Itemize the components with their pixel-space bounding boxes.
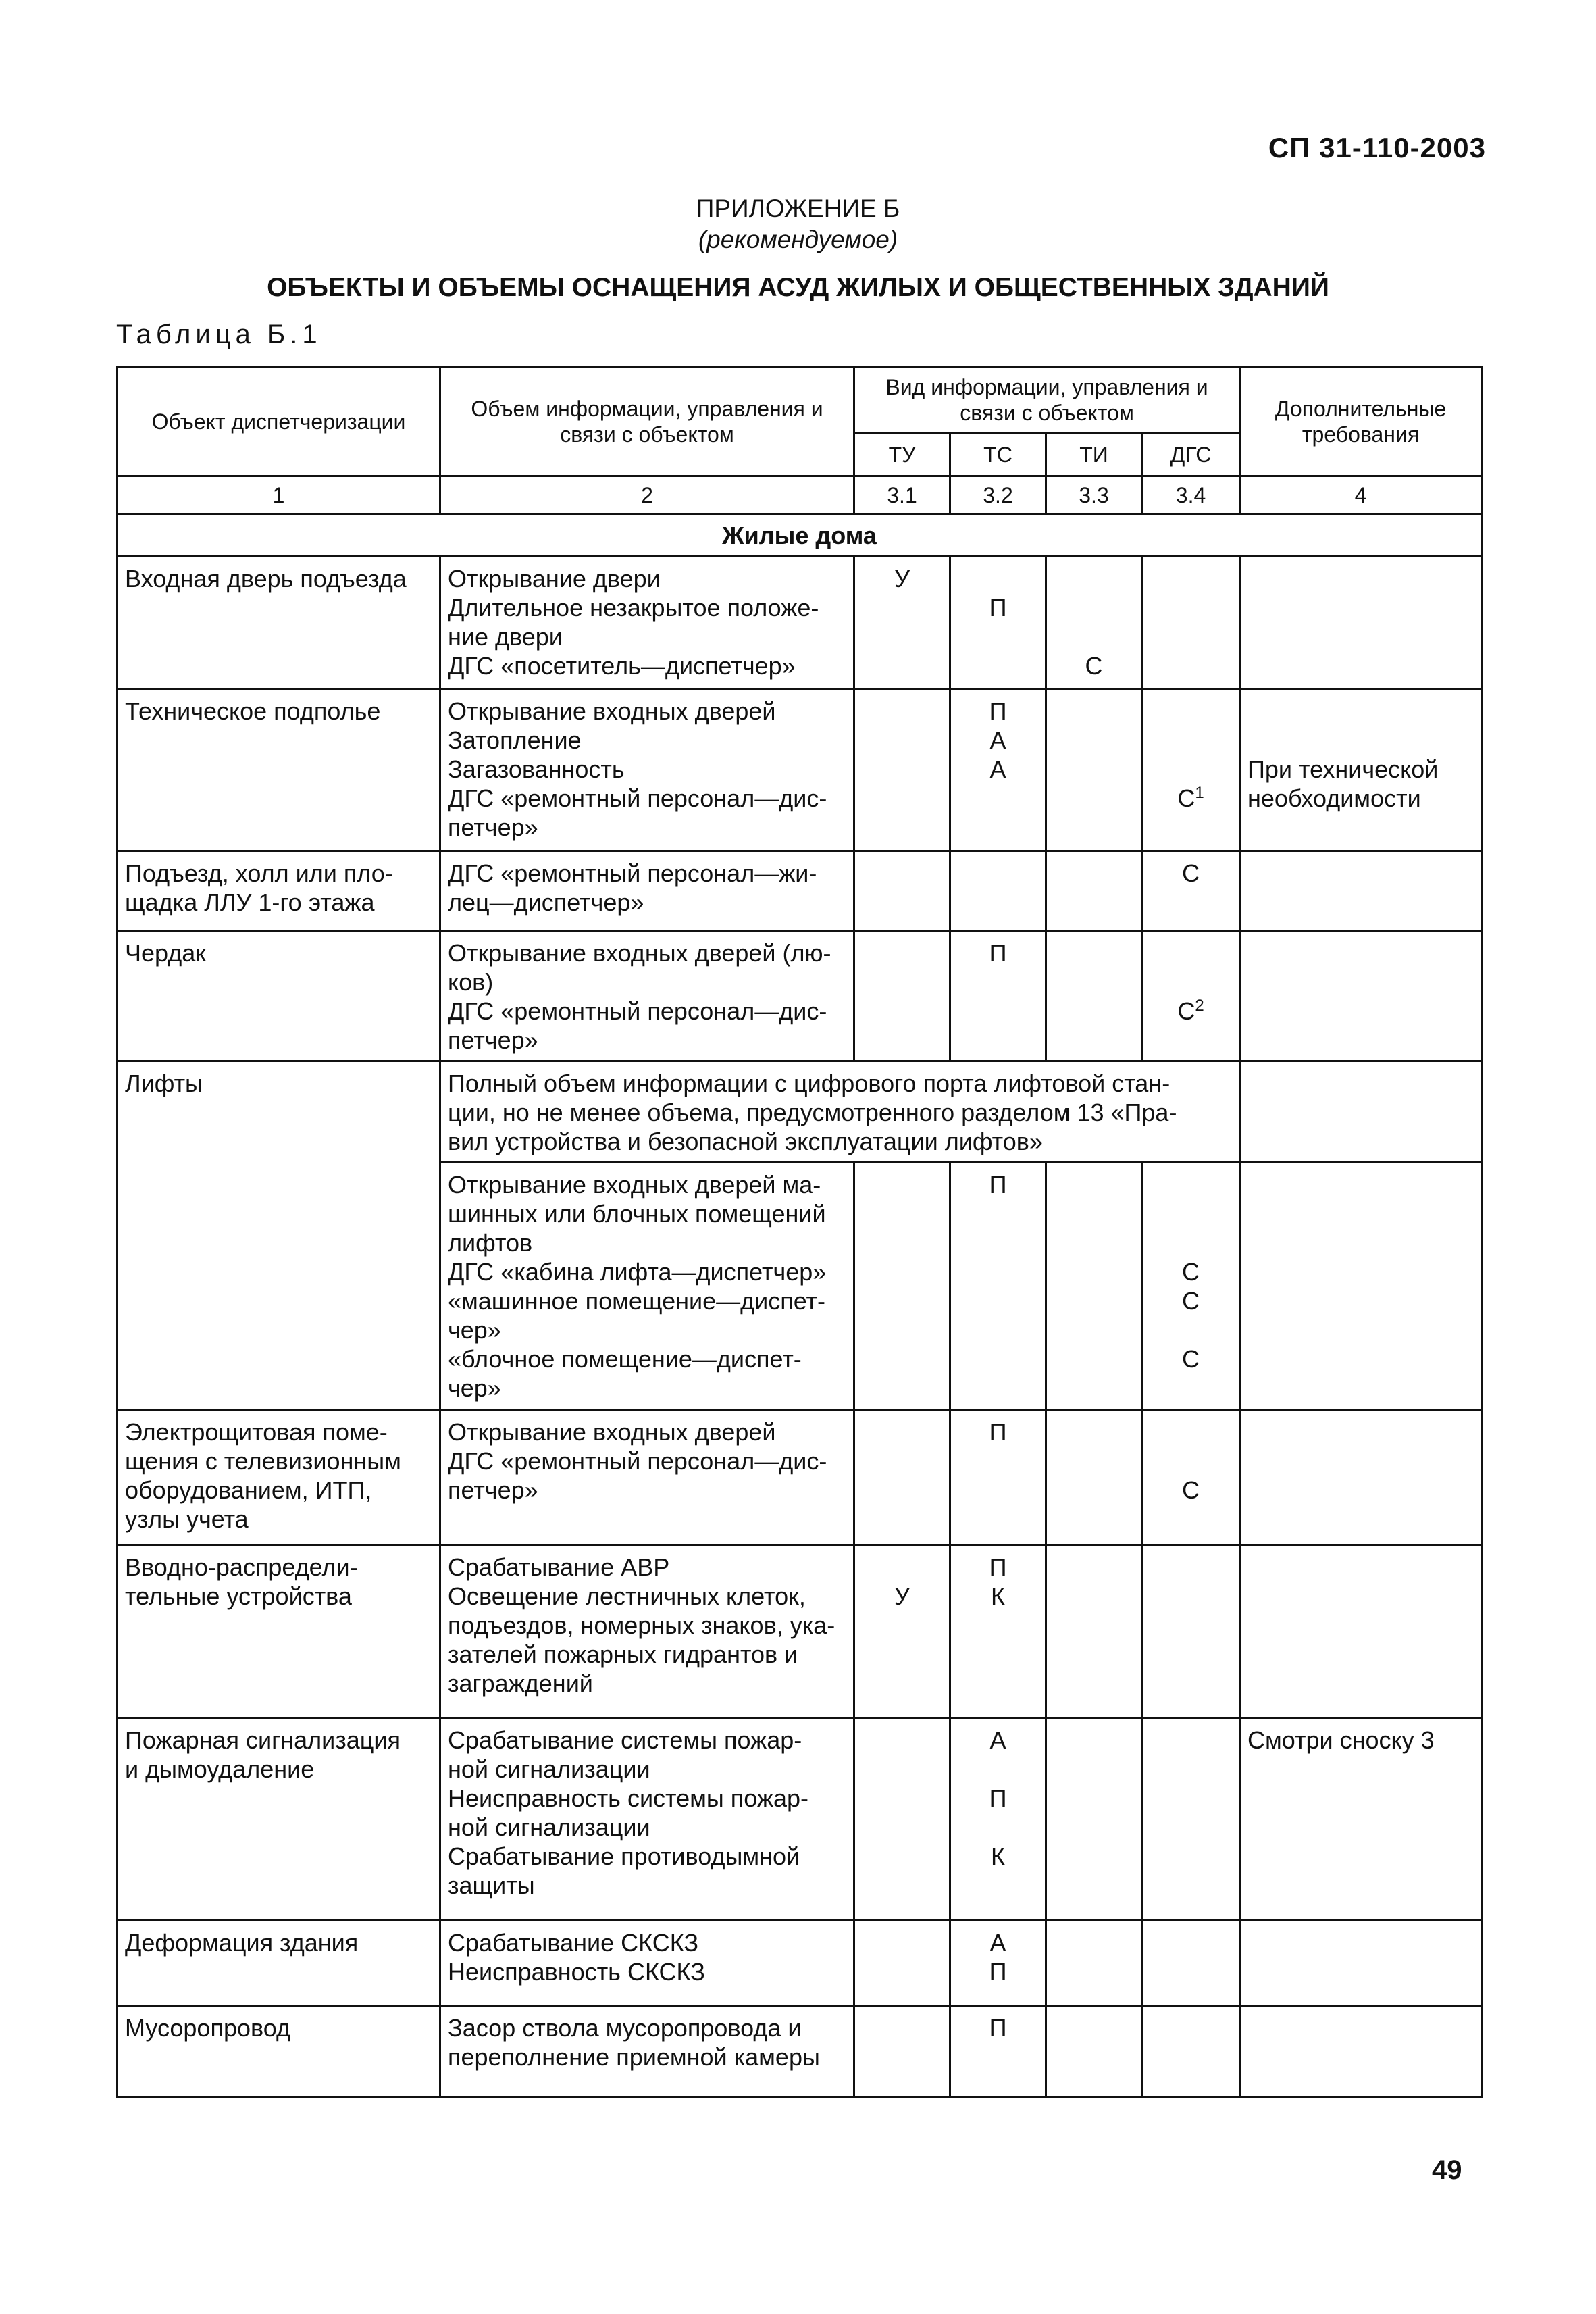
table-row (118, 1061, 1482, 1163)
cell-volume: Срабатывание системы пожар- ной сигнализации Неисправность системы пожар- ной сигнализации Срабатывание противодымной защиты (440, 1718, 854, 1921)
footnote-mark: 1 (1195, 784, 1204, 802)
cell-dgs (1142, 1545, 1240, 1718)
col-number: 4 (1240, 476, 1482, 515)
cell-tu (854, 931, 950, 1061)
cell-object: Подъезд, холл или пло- щадка ЛЛУ 1-го этажа (118, 851, 440, 931)
cell-volume: Открывание входных дверей (лю- ков) ДГС «ремонтный персонал—дис- петчер» (440, 931, 854, 1061)
cell-ts: П А А (950, 689, 1046, 851)
header-dgs: ДГС (1142, 433, 1240, 476)
cell-extra (1240, 1921, 1482, 2006)
cell-object: Деформация здания (118, 1921, 440, 2006)
dgs-value: С (1177, 784, 1195, 812)
cell-object: Техническое подполье (118, 689, 440, 851)
cell-extra (1240, 1061, 1482, 1163)
cell-ti (1046, 1921, 1142, 2006)
cell-dgs: С (1142, 851, 1240, 931)
cell-volume: Засор ствола мусоропровода и переполнение приемной камеры (440, 2006, 854, 2098)
header-ts: ТС (950, 433, 1046, 476)
cell-object: Вводно-распредели- тельные устройства (118, 1545, 440, 1718)
cell-tu (854, 689, 950, 851)
cell-ts: П (950, 1163, 1046, 1410)
cell-ti (1046, 851, 1142, 931)
col-number: 1 (118, 476, 440, 515)
cell-dgs (1142, 557, 1240, 689)
appendix-subtitle: (рекомендуемое) (698, 226, 898, 253)
cell-extra (1240, 931, 1482, 1061)
cell-ts: П К (950, 1545, 1046, 1718)
cell-volume: Открывание входных дверей ма- шинных или блочных помещений лифтов ДГС «кабина лифта—диспетчер» «машинное помещение—диспет- чер» «блочное помещение—диспет- чер» (440, 1163, 854, 1410)
table-row (118, 2006, 1482, 2098)
cell-tu (854, 851, 950, 931)
cell-ti: С (1046, 557, 1142, 689)
cell-tu (854, 1163, 950, 1410)
dgs-value: С (1177, 997, 1195, 1025)
cell-extra (1240, 1410, 1482, 1545)
cell-dgs: С (1142, 1410, 1240, 1545)
objects-table (116, 366, 1483, 2098)
cell-ts: П (950, 1410, 1046, 1545)
col-number: 2 (440, 476, 854, 515)
cell-tu (854, 1921, 950, 2006)
cell-extra (1240, 2006, 1482, 2098)
cell-ti (1046, 1718, 1142, 1921)
cell-dgs (1142, 1718, 1240, 1921)
cell-dgs (1142, 931, 1240, 1061)
main-title: ОБЪЕКТЫ И ОБЪЕМЫ ОСНАЩЕНИЯ АСУД ЖИЛЫХ И ОБЩЕСТВЕННЫХ ЗДАНИЙ (267, 273, 1329, 302)
table-caption: Таблица Б.1 (116, 320, 322, 349)
cell-extra (1240, 851, 1482, 931)
cell-ts: П (950, 557, 1046, 689)
cell-tu (854, 2006, 950, 2098)
col-number: 3.3 (1046, 476, 1142, 515)
cell-object: Мусоропровод (118, 2006, 440, 2098)
cell-tu: У (854, 557, 950, 689)
cell-ti (1046, 1545, 1142, 1718)
table-row (118, 1718, 1482, 1921)
header-volume: Объем информации, управления и связи с объектом (440, 367, 854, 476)
table-row (118, 1921, 1482, 2006)
cell-ts: А П (950, 1921, 1046, 2006)
cell-volume: Открывание входных дверей ДГС «ремонтный персонал—дис- петчер» (440, 1410, 854, 1545)
col-number: 3.4 (1142, 476, 1240, 515)
cell-object: Входная дверь подъезда (118, 557, 440, 689)
header-type-group: Вид информации, управления и связи с объектом (854, 367, 1240, 433)
cell-dgs (1142, 689, 1240, 851)
table-row (118, 851, 1482, 931)
header-object: Объект диспетчеризации (118, 367, 440, 476)
cell-volume: Срабатывание СКСКЗ Неисправность СКСКЗ (440, 1921, 854, 2006)
cell-volume: ДГС «ремонтный персонал—жи- лец—диспетчер» (440, 851, 854, 931)
cell-tu (854, 1718, 950, 1921)
cell-ts: П (950, 931, 1046, 1061)
cell-volume: Срабатывание АВР Освещение лестничных клеток, подъездов, номерных знаков, ука- зателей пожарных гидрантов и заграждений (440, 1545, 854, 1718)
table-row (118, 557, 1482, 689)
header-ti: ТИ (1046, 433, 1142, 476)
header-extra: Дополнительные требования (1240, 367, 1482, 476)
cell-ti (1046, 1163, 1142, 1410)
cell-ts: А П К (950, 1718, 1046, 1921)
section-heading: Жилые дома (118, 515, 1482, 557)
cell-object: Электрощитовая поме- щения с телевизионным оборудованием, ИТП, узлы учета (118, 1410, 440, 1545)
cell-ts: П (950, 2006, 1046, 2098)
header-tu: ТУ (854, 433, 950, 476)
cell-ts (950, 851, 1046, 931)
cell-volume: Открывание входных дверей Затопление Загазованность ДГС «ремонтный персонал—дис- петчер» (440, 689, 854, 851)
cell-extra: При технической необходимости (1240, 689, 1482, 851)
cell-dgs (1142, 2006, 1240, 2098)
cell-volume-full: Полный объем информации с цифрового порта лифтовой стан- ции, но не менее объема, предусмотренного разделом 13 «Пра- вил устройства и безопасной эксплуатации лифтов» (440, 1061, 1240, 1163)
document-code: СП 31-110-2003 (1268, 132, 1486, 164)
cell-object: Чердак (118, 931, 440, 1061)
cell-ti (1046, 931, 1142, 1061)
cell-tu: У (854, 1545, 950, 1718)
footnote-mark: 2 (1195, 997, 1204, 1015)
appendix-title: ПРИЛОЖЕНИЕ Б (696, 195, 900, 222)
cell-object: Лифты (118, 1061, 440, 1410)
page-number: 49 (1432, 2155, 1462, 2185)
cell-tu (854, 1410, 950, 1545)
cell-ti (1046, 1410, 1142, 1545)
table-row (118, 689, 1482, 851)
table-row (118, 1410, 1482, 1545)
table-row (118, 1545, 1482, 1718)
cell-volume: Открывание двери Длительное незакрытое положе- ние двери ДГС «посетитель—диспетчер» (440, 557, 854, 689)
cell-object: Пожарная сигнализация и дымоудаление (118, 1718, 440, 1921)
table-row (118, 931, 1482, 1061)
cell-extra (1240, 1163, 1482, 1410)
cell-ti (1046, 689, 1142, 851)
col-number: 3.1 (854, 476, 950, 515)
cell-extra (1240, 557, 1482, 689)
cell-ti (1046, 2006, 1142, 2098)
cell-dgs: С С С (1142, 1163, 1240, 1410)
col-number: 3.2 (950, 476, 1046, 515)
cell-extra: Смотри сноску 3 (1240, 1718, 1482, 1921)
cell-dgs (1142, 1921, 1240, 2006)
cell-extra (1240, 1545, 1482, 1718)
